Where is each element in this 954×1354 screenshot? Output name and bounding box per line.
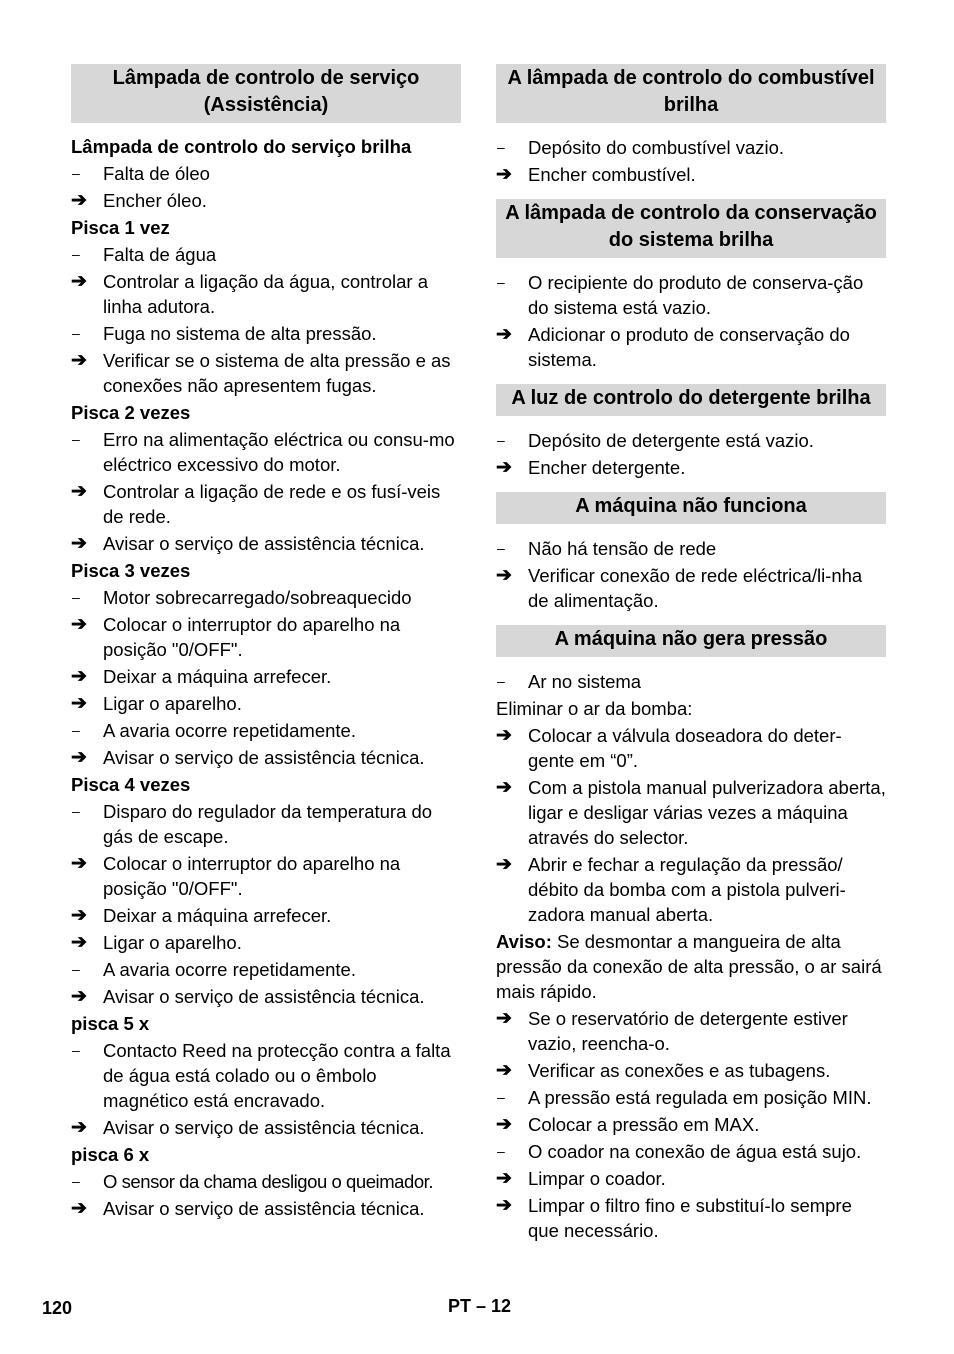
list-item: ➔ Colocar o interruptor do aparelho na posição "0/OFF". [71,614,401,660]
list-item: – A pressão está regulada em posição MIN. [497,1087,872,1108]
dash-icon: – [72,961,80,977]
section-heading: A lâmpada de controlo do combustível brilha [496,64,886,123]
section-no-pressure [496,625,886,1243]
group-blink-5 [71,1012,461,1140]
group-title: Pisca 3 vezes [71,560,191,581]
group-blink-3 [71,559,461,770]
arrow-right-icon: ➔ [71,481,87,502]
arrow-right-icon: ➔ [496,1060,512,1081]
list-item: – Falta de água [72,244,217,265]
arrow-right-icon: ➔ [71,350,87,371]
list-item: ➔ Avisar o serviço de assistência técnica. [71,986,425,1007]
list-item: ➔ Colocar o interruptor do aparelho na posição "0/OFF". [71,853,401,899]
list-item: – A avaria ocorre repetidamente. [72,959,356,980]
paragraph: Eliminar o ar da bomba: [496,698,693,719]
list-item: ➔ Encher óleo. [71,190,207,211]
list-item: ➔ Verificar as conexões e as tubagens. [496,1060,831,1081]
page-number: 120 [42,1298,73,1318]
list-item: – O recipiente do produto de conserva-ção do sistema está vazio. [497,272,864,318]
arrow-right-icon: ➔ [496,725,512,746]
list-item: ➔ Avisar o serviço de assistência técnica. [71,747,425,768]
list-item: ➔ Colocar a pressão em MAX. [496,1114,760,1135]
section-heading: A lâmpada de controlo da conservação do sistema brilha [496,199,886,258]
list-item: ➔ Colocar a válvula doseadora do deter-gente em “0”. [496,725,842,771]
arrow-right-icon: ➔ [71,190,87,211]
list-item: ➔ Ligar o aparelho. [71,932,242,953]
group-blink-1 [71,216,461,398]
dash-icon: – [497,139,505,155]
language-page-label: PT – 12 [448,1296,512,1316]
note-label: Aviso: [496,931,552,952]
arrow-right-icon: ➔ [71,666,87,687]
section-detergent-lamp [496,384,886,480]
group-service-lamp [71,135,461,213]
list-item: ➔ Encher combustível. [496,164,696,185]
list-item: ➔ Limpar o coador. [496,1168,666,1189]
list-item: ➔ Controlar a ligação da água, controlar a linha adutora. [71,271,428,317]
group-title: Pisca 1 vez [71,217,170,238]
section-system-care-lamp [496,199,886,372]
arrow-right-icon: ➔ [71,1117,87,1138]
left-column [71,64,461,1223]
arrow-right-icon: ➔ [496,1168,512,1189]
arrow-right-icon: ➔ [71,533,87,554]
list-item: ➔ Controlar a ligação de rede e os fusí-veis de rede. [71,481,441,527]
list-item: – A avaria ocorre repetidamente. [72,720,356,741]
list-item: ➔ Verificar se o sistema de alta pressão e as conexões não apresentem fugas. [71,350,451,396]
arrow-right-icon: ➔ [71,693,87,714]
dash-icon: – [72,1042,80,1058]
list-item: – Contacto Reed na protecção contra a falta de água está colado ou o êmbolo magnético está encravado. [72,1040,451,1111]
dash-icon: – [497,432,505,448]
note-paragraph: Aviso: Se desmontar a mangueira de alta pressão da conexão de alta pressão, o ar sairá mais rápido. [496,931,882,1002]
group-title: Pisca 4 vezes [71,774,191,795]
list-item: – Disparo do regulador da temperatura do gás de escape. [72,801,433,847]
list-item: ➔ Deixar a máquina arrefecer. [71,666,332,687]
list-item: ➔ Se o reservatório de detergente estiver vazio, reencha-o. [496,1008,848,1054]
list-item: – Motor sobrecarregado/sobreaquecido [72,587,412,608]
list-item: – Falta de óleo [72,163,210,184]
list-item: ➔ Encher detergente. [496,457,686,478]
arrow-right-icon: ➔ [71,853,87,874]
section-heading: A luz de controlo do detergente brilha [496,384,886,416]
group-blink-6 [71,1143,461,1221]
arrow-right-icon: ➔ [496,457,512,478]
dash-icon: – [72,1173,80,1189]
list-item: – Depósito do combustível vazio. [497,137,785,158]
dash-icon: – [497,673,505,689]
group-blink-4 [71,773,461,1009]
list-item: ➔ Verificar conexão de rede eléctrica/li-nha de alimentação. [496,565,863,611]
list-item: ➔ Adicionar o produto de conservação do sistema. [496,324,850,370]
list-item: – Fuga no sistema de alta pressão. [72,323,377,344]
list-item: ➔ Com a pistola manual pulverizadora aberta, ligar e desligar várias vezes a máquina através do selector. [496,777,886,848]
arrow-right-icon: ➔ [71,271,87,292]
arrow-right-icon: ➔ [496,565,512,586]
dash-icon: – [72,246,80,262]
dash-icon: – [72,589,80,605]
dash-icon: – [72,803,80,819]
arrow-right-icon: ➔ [71,747,87,768]
list-item: – O sensor da chama desligou o queimador. [72,1171,434,1192]
list-item: – Depósito de detergente está vazio. [497,430,814,451]
arrow-right-icon: ➔ [71,932,87,953]
arrow-right-icon: ➔ [496,1008,512,1029]
arrow-right-icon: ➔ [496,777,512,798]
arrow-right-icon: ➔ [496,854,512,875]
section-fuel-lamp [496,64,886,187]
list-item: ➔ Abrir e fechar a regulação da pressão/ débito da bomba com a pistola pulveri-zadora manual aberta. [496,854,846,925]
arrow-right-icon: ➔ [71,905,87,926]
list-item: – Não há tensão de rede [497,538,717,559]
dash-icon: – [497,540,505,556]
group-title: Pisca 2 vezes [71,402,191,423]
list-item: ➔ Avisar o serviço de assistência técnica. [71,1198,425,1219]
list-item: ➔ Limpar o filtro fino e substituí-lo sempre que necessário. [496,1195,852,1241]
arrow-right-icon: ➔ [71,1198,87,1219]
right-column [496,64,886,1245]
arrow-right-icon: ➔ [496,324,512,345]
list-item: ➔ Ligar o aparelho. [71,693,242,714]
group-title: pisca 6 x [71,1144,150,1165]
list-item: – O coador na conexão de água está sujo. [497,1141,862,1162]
dash-icon: – [497,1089,505,1105]
arrow-right-icon: ➔ [496,1114,512,1135]
list-item: – Ar no sistema [497,671,642,692]
dash-icon: – [72,165,80,181]
section-heading: A máquina não funciona [496,492,886,524]
dash-icon: – [72,325,80,341]
arrow-right-icon: ➔ [71,986,87,1007]
dash-icon: – [497,1143,505,1159]
list-item: – Erro na alimentação eléctrica ou consu-mo eléctrico excessivo do motor. [72,429,455,475]
section-heading-service-lamp: Lâmpada de controlo de serviço (Assistência) [71,64,461,123]
arrow-right-icon: ➔ [496,164,512,185]
arrow-right-icon: ➔ [71,614,87,635]
dash-icon: – [72,722,80,738]
arrow-right-icon: ➔ [496,1195,512,1216]
list-item: ➔ Avisar o serviço de assistência técnica. [71,1117,425,1138]
section-machine-not-working [496,492,886,613]
group-blink-2 [71,401,461,556]
section-heading: A máquina não gera pressão [496,625,886,657]
list-item: ➔ Avisar o serviço de assistência técnica. [71,533,425,554]
dash-icon: – [497,274,505,290]
dash-icon: – [72,431,80,447]
group-title: pisca 5 x [71,1013,150,1034]
list-item: ➔ Deixar a máquina arrefecer. [71,905,332,926]
group-title: Lâmpada de controlo do serviço brilha [71,136,412,157]
